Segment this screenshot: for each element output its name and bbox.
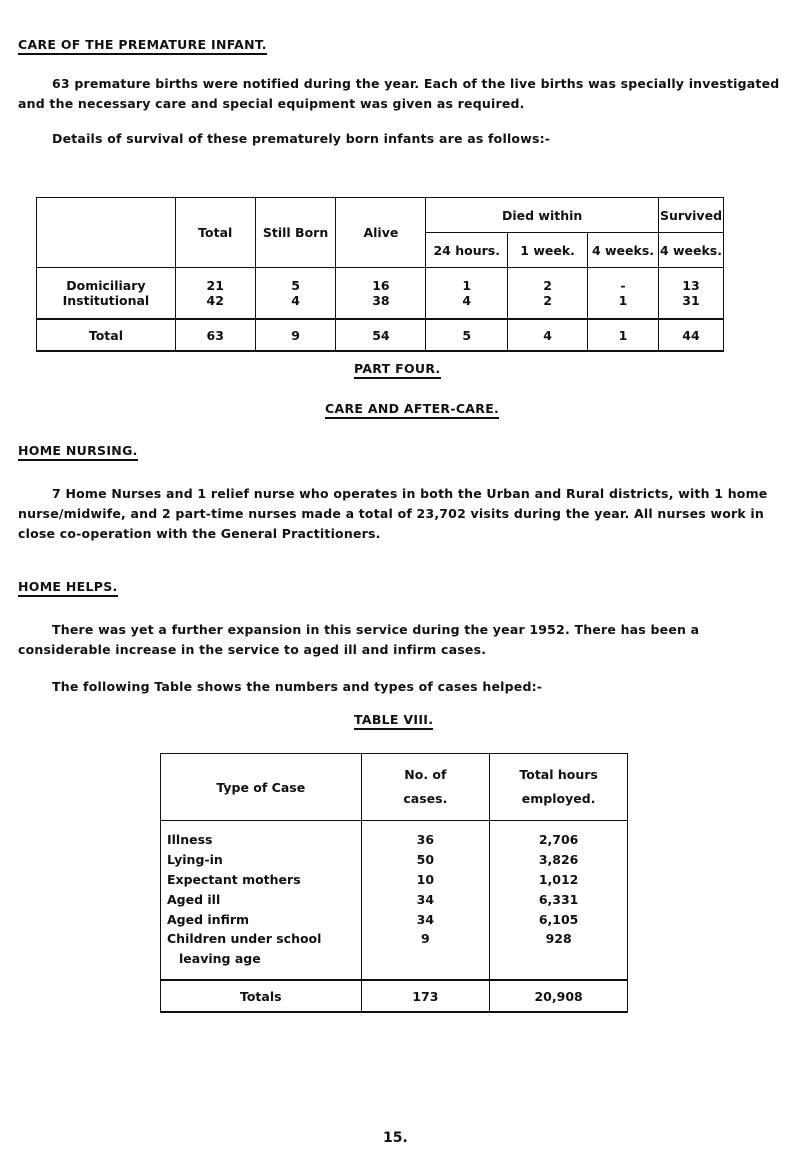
row-label: Total <box>37 319 176 351</box>
paragraph-home-nursing: 7 Home Nurses and 1 relief nurse who operates in both the Urban and Rural districts, with 1 home nurse/midwife, and 2 part-time nurses made a total of 23,702 visits during the year. All nurses work in close co-operation with the General Practitioners. <box>18 486 768 541</box>
case-count: 9 <box>361 929 490 980</box>
case-hours: 928 <box>490 929 628 980</box>
header-survived-4-weeks: 4 weeks. <box>658 233 723 268</box>
table-row <box>161 889 628 909</box>
cell-4-weeks: 1 <box>588 319 659 351</box>
case-count: 34 <box>361 909 490 929</box>
case-type-line2: leaving age <box>179 951 261 966</box>
totals-label: Totals <box>161 980 362 1012</box>
table-row <box>161 929 628 980</box>
header-total-hours <box>490 754 628 821</box>
paragraph-home-helps: There was yet a further expansion in this service during the year 1952. There has been a considerable increase in the service to aged ill and infirm cases. <box>18 622 700 657</box>
table-viii-title: TABLE VIII. <box>354 712 433 730</box>
cell-survived: 44 <box>658 319 723 351</box>
case-type: Aged ill <box>161 889 362 909</box>
table-total-row <box>37 319 724 351</box>
totals-hours: 20,908 <box>490 980 628 1012</box>
cell-1-week: 2 <box>508 293 588 319</box>
cell-total: 42 <box>175 293 255 319</box>
header-alive: Alive <box>336 198 426 268</box>
header-4-weeks: 4 weeks. <box>588 233 659 268</box>
header-cases: cases. <box>403 791 448 806</box>
row-label: Institutional <box>37 293 176 319</box>
cell-alive: 54 <box>336 319 426 351</box>
empty-header-cell <box>37 198 176 268</box>
page-number: 15. <box>383 1130 408 1146</box>
paragraph-survival-details: Details of survival of these prematurely born infants are as follows:- <box>52 131 551 146</box>
survival-table <box>36 197 724 352</box>
case-count: 36 <box>361 821 490 850</box>
header-total-hours-line2: employed. <box>521 791 596 806</box>
heading-premature-infant: CARE OF THE PREMATURE INFANT. <box>18 37 267 55</box>
table-row <box>161 909 628 929</box>
cell-survived: 13 <box>658 268 723 294</box>
paragraph-table-intro: The following Table shows the numbers and types of cases helped:- <box>52 679 543 694</box>
cell-1-week: 2 <box>508 268 588 294</box>
case-count: 10 <box>361 869 490 889</box>
cell-survived: 31 <box>658 293 723 319</box>
case-hours: 6,105 <box>490 909 628 929</box>
case-type: Expectant mothers <box>161 869 362 889</box>
header-still-born: Still Born <box>255 198 336 268</box>
case-count: 50 <box>361 849 490 869</box>
part-four-subtitle: CARE AND AFTER-CARE. <box>325 401 499 419</box>
case-type: Illness <box>161 821 362 850</box>
case-hours: 1,012 <box>490 869 628 889</box>
home-helps-table <box>160 753 628 1013</box>
case-type-line1: Children under school <box>167 931 322 946</box>
case-type <box>161 929 362 980</box>
cell-still-born: 5 <box>255 268 336 294</box>
header-no-of-cases <box>361 754 490 821</box>
header-type-of-case: Type of Case <box>161 754 362 821</box>
case-hours: 6,331 <box>490 889 628 909</box>
heading-home-nursing: HOME NURSING. <box>18 443 138 461</box>
case-type: Lying-in <box>161 849 362 869</box>
cell-4-weeks: - <box>588 268 659 294</box>
cell-24-hours: 5 <box>426 319 508 351</box>
cell-1-week: 4 <box>508 319 588 351</box>
cell-still-born: 4 <box>255 293 336 319</box>
paragraph-premature-births: 63 premature births were notified during the year. Each of the live births was specially investigated and the necessary care and special equipment was given as required. <box>18 76 780 111</box>
table-row <box>37 293 724 319</box>
case-hours: 2,706 <box>490 821 628 850</box>
cell-total: 63 <box>175 319 255 351</box>
cell-alive: 38 <box>336 293 426 319</box>
part-four-title: PART FOUR. <box>354 361 441 379</box>
row-label: Domiciliary <box>37 268 176 294</box>
cell-alive: 16 <box>336 268 426 294</box>
survival-header-row <box>37 198 724 233</box>
cell-still-born: 9 <box>255 319 336 351</box>
case-count: 34 <box>361 889 490 909</box>
header-no-of: No. of <box>404 767 447 782</box>
table-row <box>161 869 628 889</box>
table-total-row <box>161 980 628 1012</box>
heading-home-helps: HOME HELPS. <box>18 579 118 597</box>
header-total: Total <box>175 198 255 268</box>
header-total-hours-line1: Total hours <box>519 767 598 782</box>
header-1-week: 1 week. <box>508 233 588 268</box>
cell-24-hours: 4 <box>426 293 508 319</box>
header-24-hours: 24 hours. <box>426 233 508 268</box>
case-type: Aged infirm <box>161 909 362 929</box>
totals-cases: 173 <box>361 980 490 1012</box>
table-row <box>37 268 724 294</box>
header-died-within: Died within <box>426 198 659 233</box>
home-helps-header-row <box>161 754 628 821</box>
case-hours: 3,826 <box>490 849 628 869</box>
table-row <box>161 849 628 869</box>
table-row <box>161 821 628 850</box>
cell-total: 21 <box>175 268 255 294</box>
cell-4-weeks: 1 <box>588 293 659 319</box>
header-survived: Survived <box>658 198 723 233</box>
cell-24-hours: 1 <box>426 268 508 294</box>
